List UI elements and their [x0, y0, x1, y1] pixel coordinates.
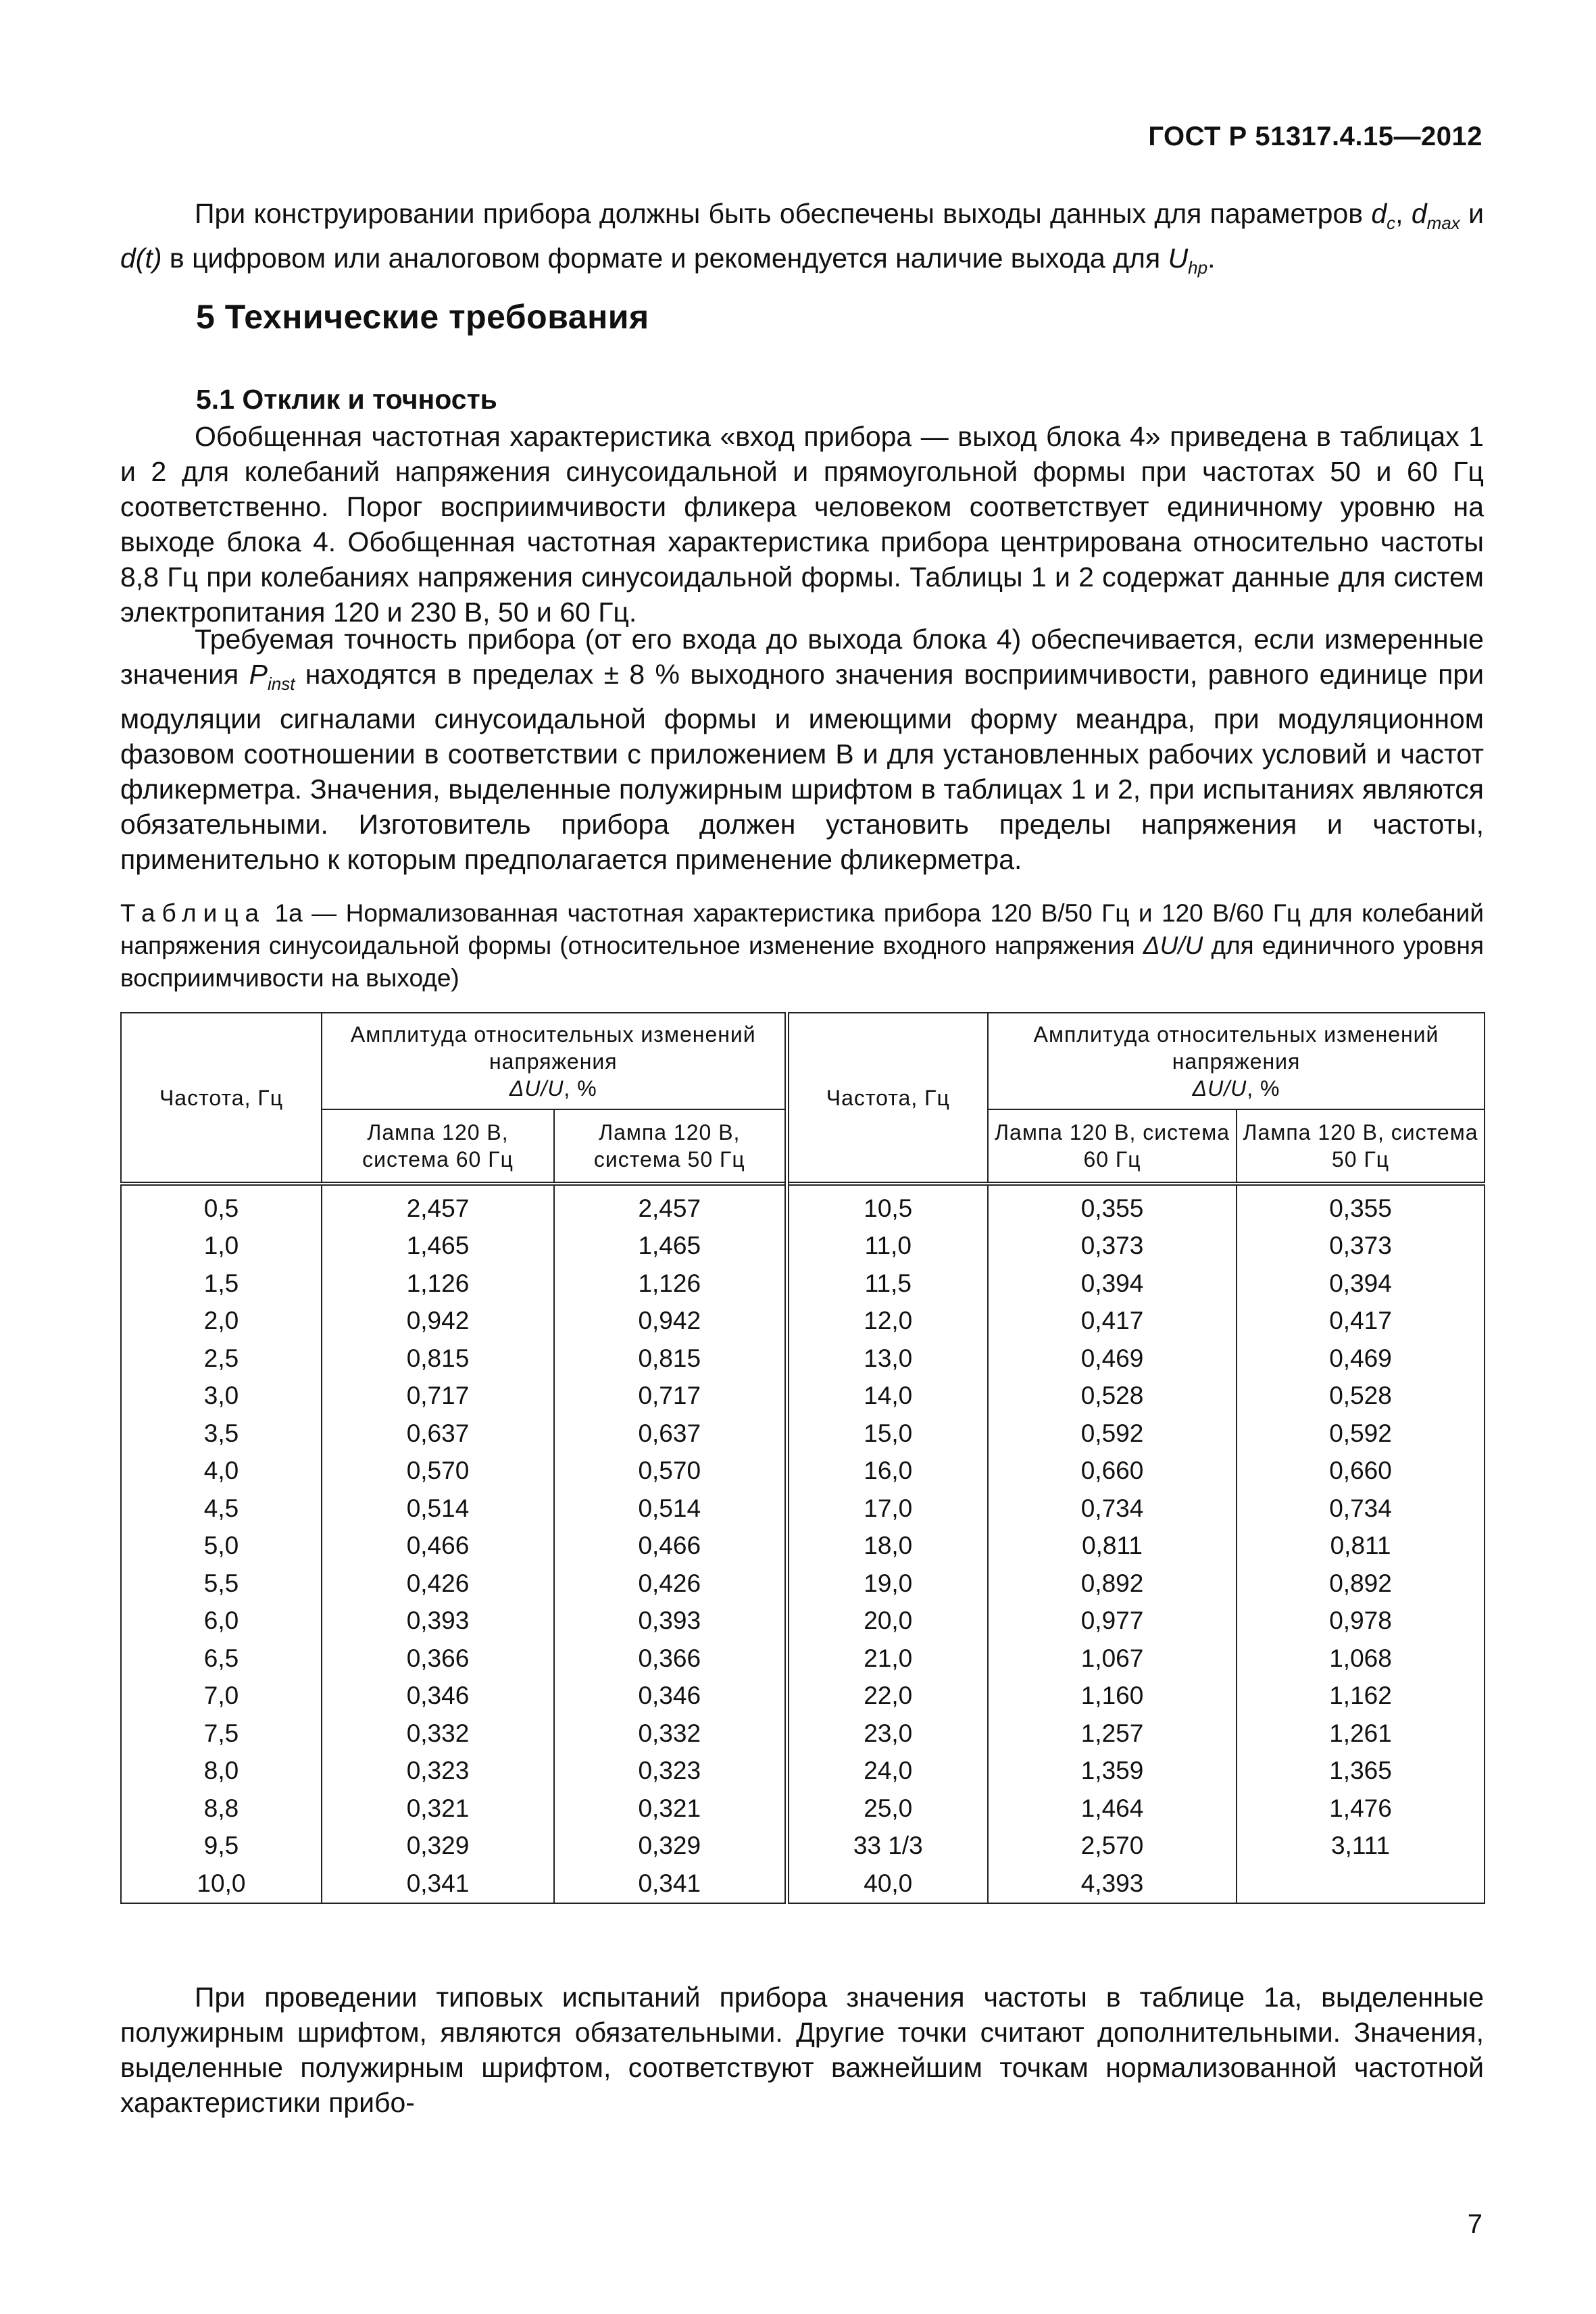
- table-row: [121, 1678, 1485, 1715]
- table-row: [121, 1228, 1485, 1265]
- table-row: [121, 1453, 1485, 1490]
- freq-cell: 15,0: [787, 1415, 988, 1453]
- freq-cell: 5,0: [121, 1528, 322, 1565]
- section-title: 5 Технические требования: [196, 298, 649, 336]
- intro-end: .: [1207, 243, 1216, 274]
- table-row: [121, 1790, 1485, 1828]
- freq-cell: 16,0: [787, 1453, 988, 1490]
- header-frequency-2: Частота, Гц: [787, 1013, 988, 1184]
- value-50hz-cell: 2,457: [554, 1184, 787, 1228]
- header-amplitude-symbol: ΔU/U: [509, 1076, 564, 1101]
- table-row: [121, 1340, 1485, 1378]
- value-50hz-cell: 0,366: [554, 1640, 787, 1678]
- table-caption: [120, 897, 1484, 995]
- paragraph-frequency-response-text: Обобщенная частотная характеристика «вход прибора — выход блока 4» приведена в таблицах 1 и 2 для колебаний напряжения синусоидальной и прямоугольной формы при частотах 50 и 60 Гц соответственно. Порог восприимчивости фликера человеком соответствует единичному уровню на выходе блока 4. Обобщенная частотная характеристика прибора центрирована относительно частоты 8,8 Гц при колебаниях напряжения синусоидальной формы. Таблицы 1 и 2 содержат данные для систем электропитания 120 и 230 В, 50 и 60 Гц.: [120, 421, 1484, 628]
- table-row: [121, 1828, 1485, 1865]
- value-60hz-cell: 0,660: [988, 1453, 1237, 1490]
- value-60hz-cell: 0,341: [322, 1865, 554, 1903]
- freq-cell: 5,5: [121, 1565, 322, 1603]
- value-50hz-cell: 0,426: [554, 1565, 787, 1603]
- value-60hz-cell: 0,332: [322, 1715, 554, 1753]
- value-60hz-cell: 0,417: [988, 1303, 1237, 1340]
- freq-cell: 7,0: [121, 1678, 322, 1715]
- value-60hz-cell: 0,346: [322, 1678, 554, 1715]
- value-50hz-cell: 0,811: [1237, 1528, 1485, 1565]
- header-amplitude-label-2: Амплитуда относительных изменений напряжения: [1033, 1022, 1439, 1074]
- param-pinst: $P_{inst}$: [249, 659, 295, 695]
- header-amplitude: [322, 1013, 787, 1109]
- value-60hz-cell: 1,359: [988, 1753, 1237, 1790]
- freq-cell: 23,0: [787, 1715, 988, 1753]
- freq-cell: 18,0: [787, 1528, 988, 1565]
- header-amplitude-symbol-2: ΔU/U: [1192, 1076, 1247, 1101]
- freq-cell: 17,0: [787, 1490, 988, 1528]
- value-60hz-cell: 0,355: [988, 1184, 1237, 1228]
- value-60hz-cell: 1,464: [988, 1790, 1237, 1828]
- value-50hz-cell: 0,592: [1237, 1415, 1485, 1453]
- table-row: [121, 1378, 1485, 1415]
- freq-cell: 4,0: [121, 1453, 322, 1490]
- value-60hz-cell: 0,514: [322, 1490, 554, 1528]
- value-50hz-cell: 0,942: [554, 1303, 787, 1340]
- value-60hz-cell: 1,160: [988, 1678, 1237, 1715]
- value-60hz-cell: 0,815: [322, 1340, 554, 1378]
- value-60hz-cell: 0,942: [322, 1303, 554, 1340]
- freq-cell: 22,0: [787, 1678, 988, 1715]
- value-50hz-cell: 0,329: [554, 1828, 787, 1865]
- header-frequency: Частота, Гц: [121, 1013, 322, 1184]
- value-60hz-cell: 0,469: [988, 1340, 1237, 1378]
- paragraph-after-table-text: При проведении типовых испытаний прибора значения частоты в таблице 1а, выделенные полужирным шрифтом, являются обязательными. Другие точки считают дополнительными. Значения, выделенные полужирным шрифтом, соответствуют важнейшим точкам нормализованной частотной характеристики прибо-: [120, 1982, 1484, 2118]
- table-row: [121, 1265, 1485, 1303]
- paragraph-frequency-response: [120, 419, 1484, 630]
- freq-cell: 8,0: [121, 1753, 322, 1790]
- value-50hz-cell: 0,323: [554, 1753, 787, 1790]
- freq-cell: 10,0: [121, 1865, 322, 1903]
- value-50hz-cell: 1,068: [1237, 1640, 1485, 1678]
- accuracy-text-1: Требуемая точность прибора (от его входа до выхода блока 4) обеспечивается, если измеренные значения: [120, 624, 1484, 690]
- freq-cell: 2,5: [121, 1340, 322, 1378]
- table-row: [121, 1565, 1485, 1603]
- caption-end: для единичного уровня восприимчивости на выходе): [120, 932, 1484, 992]
- freq-cell: 40,0: [787, 1865, 988, 1903]
- freq-cell: 33 1/3: [787, 1828, 988, 1865]
- value-50hz-cell: 0,734: [1237, 1490, 1485, 1528]
- value-60hz-cell: 0,323: [322, 1753, 554, 1790]
- value-50hz-cell: 0,321: [554, 1790, 787, 1828]
- caption-text: — Нормализованная частотная характеристика прибора 120 В/50 Гц и 120 В/60 Гц для колебаний напряжения синусоидальной формы (относительное изменение входного напряжения: [120, 899, 1484, 959]
- table-row: [121, 1640, 1485, 1678]
- value-50hz-cell: 1,126: [554, 1265, 787, 1303]
- table-row: [121, 1528, 1485, 1565]
- table-row: [121, 1865, 1485, 1903]
- value-60hz-cell: 0,528: [988, 1378, 1237, 1415]
- value-50hz-cell: 0,469: [1237, 1340, 1485, 1378]
- header-lamp-50hz-2: Лампа 120 В, система 50 Гц: [1237, 1109, 1485, 1184]
- value-50hz-cell: 0,892: [1237, 1565, 1485, 1603]
- value-60hz-cell: 0,734: [988, 1490, 1237, 1528]
- value-60hz-cell: 0,393: [322, 1603, 554, 1640]
- freq-cell: 4,5: [121, 1490, 322, 1528]
- caption-label: Таблица: [120, 899, 266, 927]
- value-60hz-cell: 2,457: [322, 1184, 554, 1228]
- value-60hz-cell: 0,592: [988, 1415, 1237, 1453]
- freq-cell: 3,5: [121, 1415, 322, 1453]
- freq-cell: 20,0: [787, 1603, 988, 1640]
- freq-cell: 25,0: [787, 1790, 988, 1828]
- value-50hz-cell: 0,394: [1237, 1265, 1485, 1303]
- value-60hz-cell: 0,366: [322, 1640, 554, 1678]
- value-60hz-cell: 2,570: [988, 1828, 1237, 1865]
- table-row: [121, 1490, 1485, 1528]
- intro-text-2: в цифровом или аналоговом формате и рекомендуется наличие выхода для: [161, 243, 1168, 274]
- value-60hz-cell: 0,394: [988, 1265, 1237, 1303]
- freq-cell: 1,0: [121, 1228, 322, 1265]
- value-60hz-cell: 4,393: [988, 1865, 1237, 1903]
- header-amplitude-label: Амплитуда относительных изменений напряжения: [350, 1022, 756, 1074]
- intro-comma: ,: [1395, 198, 1412, 229]
- freq-cell: 6,0: [121, 1603, 322, 1640]
- value-60hz-cell: 1,465: [322, 1228, 554, 1265]
- value-50hz-cell: 0,570: [554, 1453, 787, 1490]
- header-amplitude-2: [988, 1013, 1485, 1109]
- value-60hz-cell: 1,257: [988, 1715, 1237, 1753]
- header-lamp-60hz: Лампа 120 В, система 60 Гц: [322, 1109, 554, 1184]
- value-50hz-cell: 0,341: [554, 1865, 787, 1903]
- table-row: [121, 1184, 1485, 1228]
- value-50hz-cell: 0,417: [1237, 1303, 1485, 1340]
- value-60hz-cell: 0,321: [322, 1790, 554, 1828]
- value-60hz-cell: 0,892: [988, 1565, 1237, 1603]
- value-50hz-cell: 0,346: [554, 1678, 787, 1715]
- header-lamp-60hz-2: Лампа 120 В, система 60 Гц: [988, 1109, 1237, 1184]
- param-dmax: $d_{max}$: [1411, 198, 1460, 234]
- freq-cell: 2,0: [121, 1303, 322, 1340]
- value-50hz-cell: [1237, 1865, 1485, 1903]
- value-50hz-cell: 1,365: [1237, 1753, 1485, 1790]
- freq-cell: 9,5: [121, 1828, 322, 1865]
- value-50hz-cell: 0,355: [1237, 1184, 1485, 1228]
- value-60hz-cell: 0,329: [322, 1828, 554, 1865]
- freq-cell: 21,0: [787, 1640, 988, 1678]
- value-60hz-cell: 0,426: [322, 1565, 554, 1603]
- intro-text-1: При конструировании прибора должны быть обеспечены выходы данных для параметров: [195, 198, 1372, 229]
- value-50hz-cell: 1,465: [554, 1228, 787, 1265]
- freq-cell: 24,0: [787, 1753, 988, 1790]
- value-50hz-cell: 0,466: [554, 1528, 787, 1565]
- value-50hz-cell: 0,637: [554, 1415, 787, 1453]
- value-50hz-cell: 0,373: [1237, 1228, 1485, 1265]
- freq-cell: 13,0: [787, 1340, 988, 1378]
- value-60hz-cell: 1,126: [322, 1265, 554, 1303]
- value-50hz-cell: 0,393: [554, 1603, 787, 1640]
- freq-cell: 1,5: [121, 1265, 322, 1303]
- value-60hz-cell: 0,466: [322, 1528, 554, 1565]
- table-row: [121, 1603, 1485, 1640]
- value-50hz-cell: 1,476: [1237, 1790, 1485, 1828]
- param-dc: $d_c$: [1371, 198, 1396, 234]
- value-50hz-cell: 1,261: [1237, 1715, 1485, 1753]
- freq-cell: 14,0: [787, 1378, 988, 1415]
- value-60hz-cell: 0,373: [988, 1228, 1237, 1265]
- table-row: [121, 1753, 1485, 1790]
- value-60hz-cell: 1,067: [988, 1640, 1237, 1678]
- subsection-title: 5.1 Отклик и точность: [196, 384, 497, 415]
- freq-cell: 11,0: [787, 1228, 988, 1265]
- value-60hz-cell: 0,811: [988, 1528, 1237, 1565]
- header-lamp-50hz: Лампа 120 В, система 50 Гц: [554, 1109, 787, 1184]
- accuracy-text-2: находятся в пределах ± 8 % выходного значения восприимчивости, равного единице при модуляции сигналами синусоидальной формы и имеющими форму меандра, при модуляционном фазовом соотношении в соответствии с приложением В и для установленных рабочих условий и частот фликерметра. Значения, выделенные полужирным шрифтом в таблицах 1 и 2, при испытаниях являются обязательными. Изготовитель прибора должен установить пределы напряжения и частоты, применительно к которым предполагается применение фликерметра.: [120, 659, 1484, 876]
- page-number: 7: [1467, 2209, 1482, 2239]
- value-50hz-cell: 3,111: [1237, 1828, 1485, 1865]
- freq-cell: 0,5: [121, 1184, 322, 1228]
- intro-paragraph: [120, 196, 1484, 285]
- value-60hz-cell: 0,570: [322, 1453, 554, 1490]
- param-uhp: $U_{hp}$: [1168, 243, 1208, 278]
- freq-cell: 12,0: [787, 1303, 988, 1340]
- table-row: [121, 1715, 1485, 1753]
- value-60hz-cell: 0,977: [988, 1603, 1237, 1640]
- frequency-response-table: [120, 1012, 1485, 1904]
- header-amplitude-unit-2: , %: [1247, 1076, 1280, 1101]
- value-50hz-cell: 1,162: [1237, 1678, 1485, 1715]
- table-row: [121, 1415, 1485, 1453]
- caption-number: 1а: [266, 899, 303, 927]
- value-50hz-cell: 0,815: [554, 1340, 787, 1378]
- value-50hz-cell: 0,514: [554, 1490, 787, 1528]
- freq-cell: 19,0: [787, 1565, 988, 1603]
- document-code: ГОСТ Р 51317.4.15—2012: [1148, 122, 1482, 151]
- header-amplitude-unit: , %: [564, 1076, 597, 1101]
- caption-du-symbol: ΔU/U: [1143, 932, 1203, 959]
- param-dt: d(t): [120, 243, 162, 274]
- table-body: [121, 1184, 1485, 1903]
- value-50hz-cell: 0,332: [554, 1715, 787, 1753]
- value-50hz-cell: 0,660: [1237, 1453, 1485, 1490]
- freq-cell: 11,5: [787, 1265, 988, 1303]
- value-60hz-cell: 0,637: [322, 1415, 554, 1453]
- freq-cell: 8,8: [121, 1790, 322, 1828]
- value-50hz-cell: 0,978: [1237, 1603, 1485, 1640]
- intro-and: и: [1460, 198, 1484, 229]
- table-row: [121, 1303, 1485, 1340]
- freq-cell: 10,5: [787, 1184, 988, 1228]
- value-50hz-cell: 0,528: [1237, 1378, 1485, 1415]
- value-60hz-cell: 0,717: [322, 1378, 554, 1415]
- freq-cell: 3,0: [121, 1378, 322, 1415]
- value-50hz-cell: 0,717: [554, 1378, 787, 1415]
- paragraph-accuracy: [120, 622, 1484, 877]
- freq-cell: 6,5: [121, 1640, 322, 1678]
- paragraph-after-table: [120, 1980, 1484, 2120]
- freq-cell: 7,5: [121, 1715, 322, 1753]
